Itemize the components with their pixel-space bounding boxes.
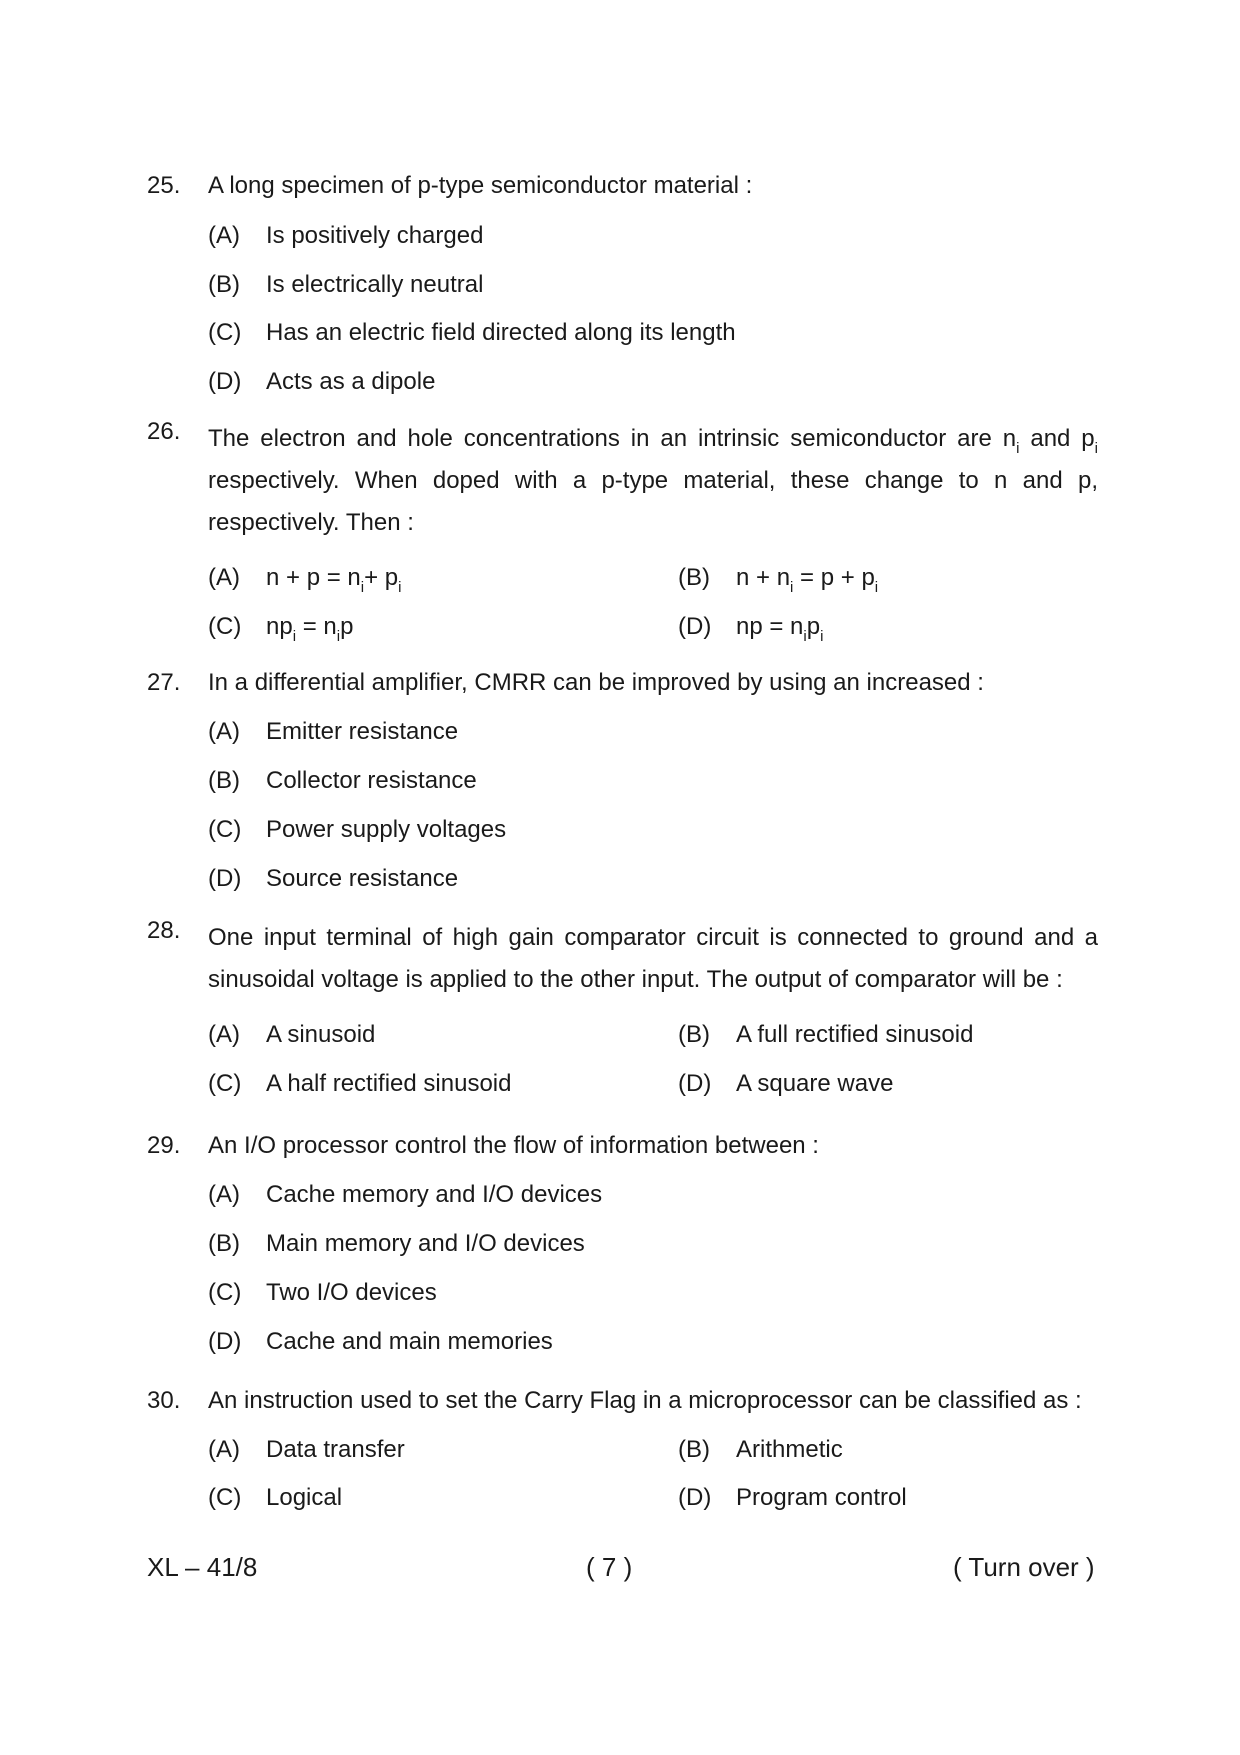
option-label: (D) [678,613,712,640]
option-text: Two I/O devices [266,1279,437,1306]
option-text: Logical [266,1484,343,1511]
option-text: Program control [736,1484,907,1511]
option-text: Power supply voltages [266,816,507,843]
question-number: 29. [147,1132,181,1159]
option-label: (D) [208,368,242,395]
option-label: (B) [678,1021,710,1048]
option-label: (A) [208,1021,240,1048]
question-number: 28. [147,917,181,944]
option-text: Source resistance [266,865,459,892]
option-label: (A) [208,1436,240,1463]
paper-code: XL – 41/8 [147,1552,258,1582]
question-text: In a differential amplifier, CMRR can be improved by using an increased : [208,669,984,696]
option-label: (A) [208,1181,240,1208]
question-number: 26. [147,418,181,445]
option-text: Emitter resistance [266,718,459,745]
option-label: (D) [208,865,242,892]
option-label: (B) [678,564,710,591]
option-label: (D) [208,1328,242,1355]
option-text: A sinusoid [266,1021,376,1048]
option-label: (C) [208,613,242,640]
option-text: Main memory and I/O devices [266,1230,585,1257]
option-label: (B) [678,1436,710,1463]
option-label: (C) [208,1070,242,1097]
option-label: (C) [208,319,242,346]
option-formula: np = $n_ip_i$ [736,613,824,645]
option-text: Collector resistance [266,767,477,794]
option-label: (A) [208,222,240,249]
question-text: An instruction used to set the Carry Flag in a microprocessor can be classified as : [208,1387,1082,1414]
question-number: 27. [147,669,181,696]
option-label: (B) [208,1230,240,1257]
option-label: (C) [208,1279,242,1306]
page-number: ( 7 ) [586,1552,633,1582]
option-label: (D) [678,1070,712,1097]
question-number: 30. [147,1387,181,1414]
option-formula: $n + p = n_i+ p_i$ [266,564,402,596]
question-text: A long specimen of p-type semiconductor material : [208,172,753,199]
option-text: A half rectified sinusoid [266,1070,512,1097]
option-label: (D) [678,1484,712,1511]
option-text: Cache memory and I/O devices [266,1181,603,1208]
option-text: Is positively charged [266,222,484,249]
question-text: The electron and hole concentrations in an intrinsic semiconductor are $n_i$ and $p_i$ respectively. When doped with a p-type material, these change to n and p, respectively. Then : [208,425,1098,536]
question-number: 25. [147,172,181,199]
question-text: One input terminal of high gain comparator circuit is connected to ground and a sinusoidal voltage is applied to the other input. The output of comparator will be : [208,924,1098,993]
option-label: (A) [208,718,240,745]
turn-over-note: ( Turn over ) [953,1552,1095,1582]
option-label: (C) [208,1484,242,1511]
option-text: A full rectified sinusoid [736,1021,974,1048]
option-label: (B) [208,767,240,794]
option-label: (C) [208,816,242,843]
question-text: An I/O processor control the flow of information between : [208,1132,819,1159]
option-text: Has an electric field directed along its length [266,319,736,346]
option-text: Is electrically neutral [266,271,484,298]
option-text: Acts as a dipole [266,368,436,395]
option-label: (B) [208,271,240,298]
option-text: A square wave [736,1070,894,1097]
option-label: (A) [208,564,240,591]
option-formula: $np_i = n_ip$ [266,613,354,645]
option-text: Data transfer [266,1436,405,1463]
option-formula: $n + n_i = p + p_i$ [736,564,879,596]
option-text: Arithmetic [736,1436,843,1463]
option-text: Cache and main memories [266,1328,553,1355]
